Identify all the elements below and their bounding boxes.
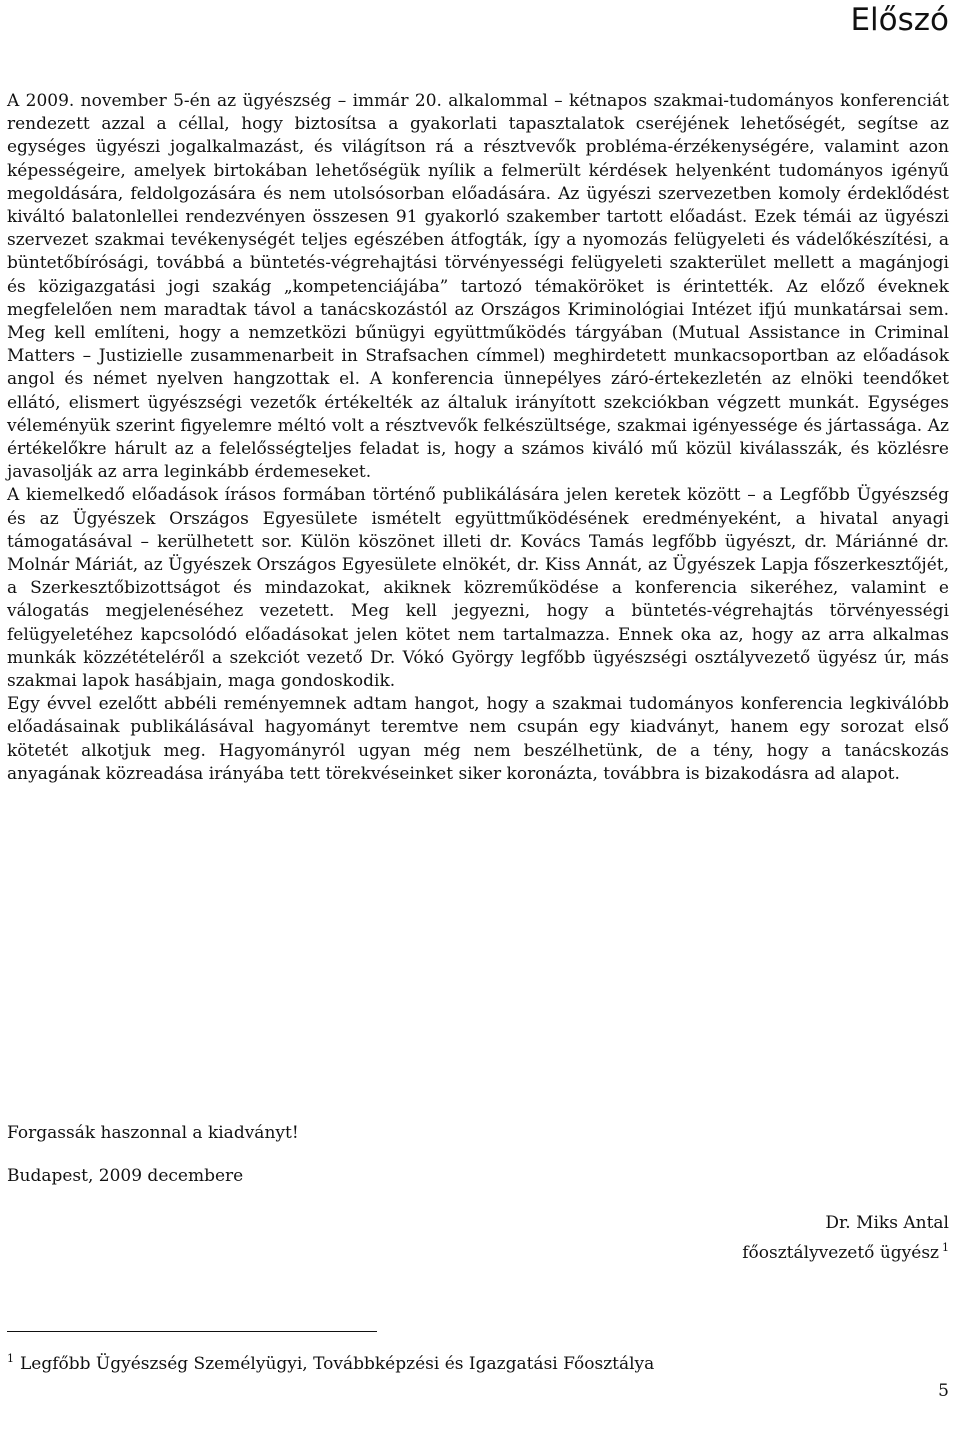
paragraph: A 2009. november 5-én az ügyészség – immár 20. alkalommal – kétnapos szakmai-tudományos konferenciát rendezett azzal a céllal, hogy biztosítsa a gyakorlati tapasztalatok cseréjének lehetőségét, segítse az egységes ügyészi jogalkalmazást, és világítson rá a résztvevők probléma-érzékenységére, valamint azon képességeire, amelyek birtokában lehetőségük nyílik a felmerült kérdések helyenként tudományos igényű megoldására, feldolgozására és nem utolsósorban előadására. Az ügyészi szervezetben komoly érdeklődést kiváltó balatonlellei rendezvényen összesen 91 gyakorló szakember tartott előadást. Ezek témái az ügyészi szervezet szakmai tevékenységét teljes egészében átfogták, így a nyomozás felügyeleti és vádelőkészítési, a büntetőbírósági, továbbá a büntetés-végrehajtási törvényességi felügyeleti szakterület mellett a magánjogi és közigazgatási jogi szakág „kompetenciájába” tartozó témaköröket is érintették. Az előző éveknek megfelelően nem maradtak távol a tanácskozástól az Országos Kriminológiai Intézet ifjú munkatársai sem. Meg kell említeni, hogy a nemzetközi bűnügyi együttműködés tárgyában (Mutual Assistance in Criminal Matters – Justizielle zusammenarbeit in Strafsachen címmel) meghirdetett munkacsoportban az előadások angol és német nyelven hangzottak el. A konferencia ünnepélyes záró-értekezletén az elnöki teendőket ellátó, elismert ügyészségi vezetők értékelték az általuk irányított szekciókban végzett munkát. Egységes véleményük szerint figyelemre méltó volt a résztvevők felkészültsége, szakmai igényessége és jártassága. Az értékelőkre hárult az a felelősségteljes feladat is, hogy a számos kiváló mű közül kiválasszák, és közlésre javasolják az arra leginkább érdemeseket.	[7, 91, 949, 483]
page-number: 5	[938, 1381, 949, 1401]
place-date: Budapest, 2009 decembere	[7, 1166, 244, 1186]
signatory-position: főosztályvezető ügyész	[742, 1243, 939, 1263]
closing-line: Forgassák haszonnal a kiadványt!	[7, 1123, 299, 1143]
footnote-reference: 1	[942, 1241, 949, 1255]
paragraph: A kiemelkedő előadások írásos formában történő publikálására jelen keretek között – a Legfőbb Ügyészség és az Ügyészek Országos Egyesülete ismételt együttműködésének eredményeként, a hivatal anyagi támogatásával – kerülhetett sor. Külön köszönet illeti dr. Kovács Tamás legfőbb ügyészt, dr. Máriánné dr. Molnár Máriát, az Ügyészek Országos Egyesülete elnökét, dr. Kiss Annát, az Ügyészek Lapja főszerkesztőjét, a Szerkesztőbizottságot és mindazokat, akiknek közreműködése a konferencia sikeréhez, valamint e válogatás megjelenéséhez vezetett. Meg kell jegyezni, hogy a büntetés-végrehajtás törvényességi felügyeletéhez kapcsolódó előadásokat jelen kötet nem tartalmazza. Ennek oka az, hogy az arra alkalmas munkák közzétételéről a szekciót vezető Dr. Vókó György legfőbb ügyészségi osztályvezető ügyész úr, más szakmai lapok hasábjain, maga gondoskodik.	[7, 485, 949, 692]
footnote	[7, 1352, 654, 1376]
signature-block	[742, 1208, 949, 1268]
signatory-position-line	[742, 1238, 949, 1268]
page-title: Előszó	[850, 2, 949, 38]
signatory-name: Dr. Miks Antal	[825, 1213, 949, 1233]
footnote-mark: 1	[7, 1352, 14, 1366]
footnote-divider	[7, 1331, 377, 1332]
footnote-text: Legfőbb Ügyészség Személyügyi, Továbbképzési és Igazgatási Főosztálya	[20, 1354, 655, 1374]
paragraph: Egy évvel ezelőtt abbéli reményemnek adtam hangot, hogy a szakmai tudományos konferencia legkiválóbb előadásainak publikálásával hagyományt teremtve nem csupán egy kiadványt, hanem egy sorozat első kötetét alkotjuk meg. Hagyományról ugyan még nem beszélhetünk, de a tény, hogy a tanácskozás anyagának közreadása irányába tett törekvéseinket siker koronázta, továbbra is bizakodásra ad alapot.	[7, 694, 949, 784]
document-page	[7, 0, 949, 1430]
preface-body	[7, 90, 949, 786]
